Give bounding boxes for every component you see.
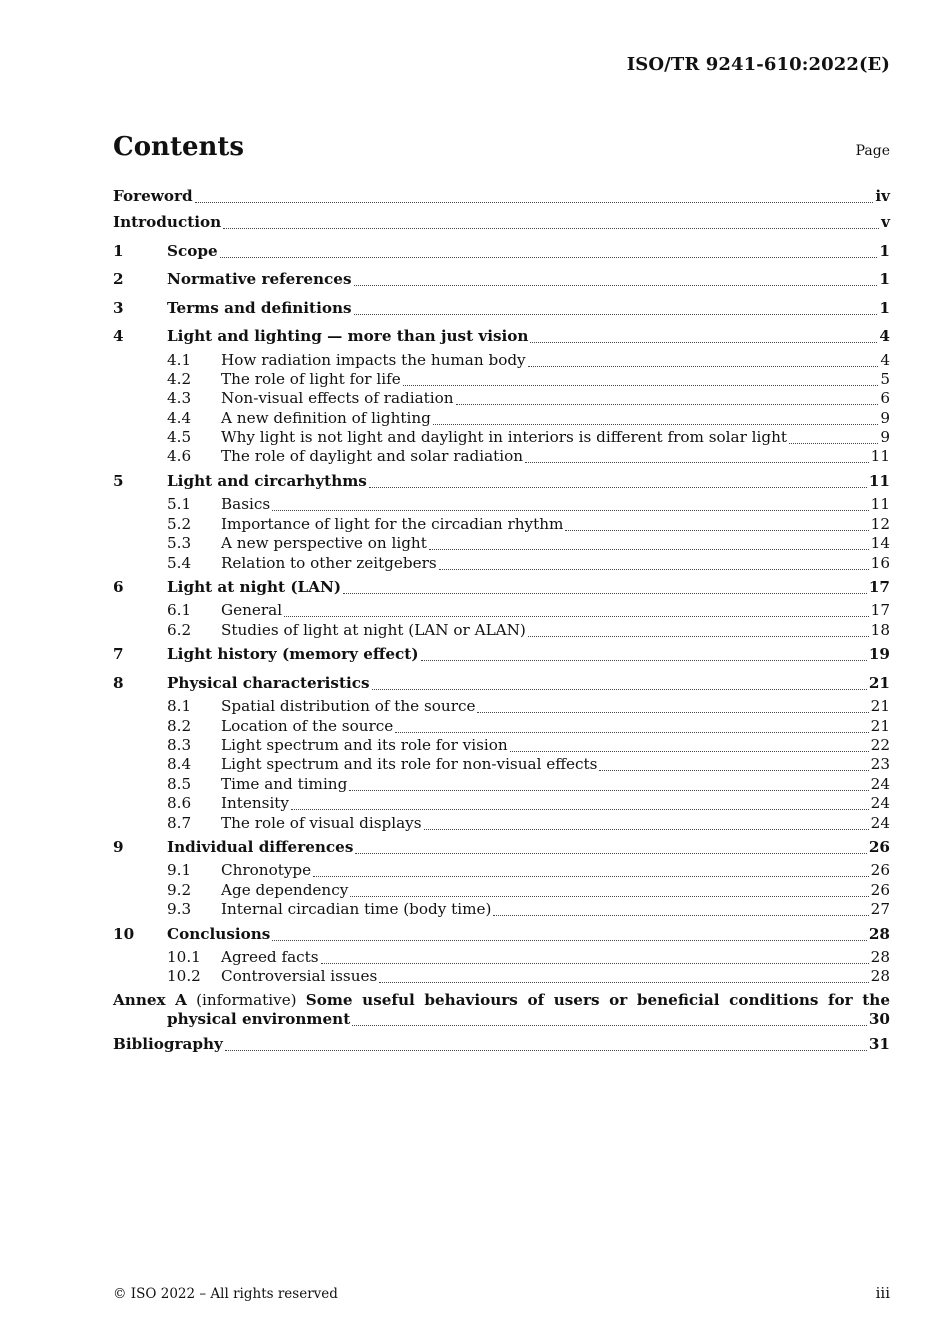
toc-title: How radiation impacts the human body [221, 350, 526, 369]
toc-title: The role of light for life [221, 369, 401, 388]
leader-dots [429, 548, 869, 550]
page-column-label: Page [855, 143, 890, 159]
toc-title: General [221, 601, 283, 620]
toc-title: Spatial distribution of the source [221, 697, 476, 716]
toc-page: 16 [870, 553, 890, 572]
toc-entry-subclause-5-3[interactable] [113, 534, 890, 553]
toc-title: The role of daylight and solar radiation [221, 447, 524, 466]
leader-dots [354, 313, 878, 315]
toc-number: 5.4 [167, 553, 192, 572]
leader-dots [343, 592, 867, 594]
toc-number: 4.1 [167, 350, 192, 369]
toc-number: 7 [113, 645, 124, 664]
toc-page: 21 [870, 716, 890, 735]
footer-page-number: iii [875, 1284, 890, 1302]
footer-copyright: © ISO 2022 – All rights reserved [113, 1286, 338, 1302]
toc-page: 4 [880, 350, 890, 369]
toc-entry-subclause-5-1[interactable] [113, 495, 890, 514]
toc-entry-subclause-4-2[interactable] [113, 370, 890, 389]
toc-page: 28 [870, 948, 890, 967]
leader-dots [321, 962, 869, 964]
toc-title: Terms and definitions [167, 298, 352, 317]
leader-dots [789, 442, 878, 444]
leader-dots [291, 808, 869, 810]
toc-entry-subclause-4-3[interactable] [113, 389, 890, 408]
toc-number: 6.2 [167, 620, 192, 639]
toc-title: Bibliography [113, 1034, 223, 1053]
toc-number: 4.4 [167, 408, 192, 427]
toc-title: Conclusions [167, 924, 271, 943]
toc-title: Light spectrum and its role for vision [221, 735, 508, 754]
toc-title: Introduction [113, 213, 222, 231]
toc-page: 21 [868, 673, 890, 692]
leader-dots [195, 201, 874, 203]
toc-page: 9 [880, 428, 890, 447]
toc-entry-subclause-8-3[interactable] [113, 736, 890, 755]
leader-dots [352, 1024, 867, 1026]
toc-entry-subclause-10-2[interactable] [113, 967, 890, 986]
toc-entry-subclause-9-3[interactable] [113, 900, 890, 919]
toc-title: Light and circarhythms [167, 471, 367, 490]
leader-dots [313, 875, 869, 877]
toc-entry-subclause-9-1[interactable] [113, 861, 890, 880]
toc-entry-subclause-8-1[interactable] [113, 697, 890, 716]
toc-entry-annex-a[interactable] [113, 991, 890, 1030]
toc-number: 9 [113, 837, 124, 856]
toc-entry-subclause-8-2[interactable] [113, 717, 890, 736]
toc-entry-subclause-8-6[interactable] [113, 794, 890, 813]
contents-heading: Contents [113, 132, 245, 162]
toc-entry-subclause-5-2[interactable] [113, 515, 890, 534]
toc-title: Intensity [221, 794, 289, 813]
toc-title: Normative references [167, 270, 352, 288]
toc-entry-clause-4[interactable] [113, 322, 890, 351]
toc-title: Controversial issues [221, 967, 378, 986]
leader-dots [421, 659, 867, 661]
toc-page: 27 [870, 900, 890, 919]
leader-dots [456, 403, 879, 405]
toc-number: 9.2 [167, 880, 192, 899]
annex-heading-line [113, 991, 890, 1010]
toc-page: 11 [870, 495, 890, 514]
toc-number: 5.2 [167, 514, 192, 533]
toc-entry-clause-8[interactable] [113, 669, 890, 698]
toc-page: 17 [870, 601, 890, 620]
toc-page: 28 [870, 967, 890, 986]
toc-clauses [113, 237, 890, 987]
toc-title: Physical characteristics [167, 673, 370, 692]
leader-dots [284, 615, 869, 617]
toc-entry-subclause-4-1[interactable] [113, 351, 890, 370]
toc-title: Individual differences [167, 837, 354, 856]
toc-entry-bibliography[interactable] [113, 1030, 890, 1059]
leader-dots [439, 568, 869, 570]
leader-dots [220, 256, 878, 258]
toc-page: 28 [868, 924, 890, 943]
leader-dots [528, 365, 879, 367]
toc-page: 9 [880, 408, 890, 427]
toc-page: 24 [870, 794, 890, 813]
toc-page: 1 [879, 298, 890, 317]
toc-number: 4.3 [167, 389, 192, 408]
toc-entry-subclause-8-7[interactable] [113, 814, 890, 833]
table-of-contents [113, 184, 890, 1058]
leader-dots [354, 284, 878, 286]
toc-number: 9.3 [167, 900, 192, 919]
leader-dots [372, 688, 867, 690]
toc-entry-foreword[interactable] [113, 184, 890, 208]
toc-title: A new perspective on light [221, 534, 427, 553]
leader-dots [403, 384, 879, 386]
leader-dots [225, 1049, 867, 1051]
toc-number: 1 [113, 241, 124, 260]
toc-page: 14 [870, 534, 890, 553]
toc-title: Basics [221, 495, 271, 514]
toc-page: 26 [870, 861, 890, 880]
annex-kind: (informative) [196, 990, 297, 1009]
leader-dots [433, 423, 878, 425]
toc-number: 5.3 [167, 534, 192, 553]
toc-number: 5 [113, 471, 124, 490]
toc-page: 18 [870, 620, 890, 639]
leader-dots [525, 461, 869, 463]
toc-entry-clause-2[interactable] [113, 265, 890, 294]
toc-number: 3 [113, 298, 124, 317]
toc-entry-subclause-6-1[interactable] [113, 601, 890, 620]
toc-number: 5.1 [167, 495, 192, 514]
toc-number: 8.7 [167, 813, 192, 832]
toc-page: 24 [870, 813, 890, 832]
leader-dots [424, 828, 869, 830]
toc-page: 22 [870, 735, 890, 754]
toc-entry-subclause-8-4[interactable] [113, 755, 890, 774]
toc-page: 26 [870, 880, 890, 899]
toc-entry-subclause-5-4[interactable] [113, 554, 890, 573]
toc-title: Internal circadian time (body time) [221, 900, 492, 919]
toc-page: iv [875, 187, 890, 205]
leader-dots [349, 789, 868, 791]
leader-dots [530, 341, 877, 343]
toc-title: Location of the source [221, 716, 394, 735]
toc-page: 21 [870, 697, 890, 716]
toc-page: v [881, 213, 890, 231]
leader-dots [493, 914, 868, 916]
toc-page: 19 [868, 645, 890, 664]
leader-dots [477, 711, 868, 713]
toc-title: Light and lighting — more than just vision [167, 327, 529, 345]
leader-dots [510, 750, 869, 752]
toc-number: 8.2 [167, 716, 192, 735]
leader-dots [379, 981, 868, 983]
document-id: ISO/TR 9241-610:2022(E) [626, 54, 890, 75]
toc-page: 31 [868, 1034, 890, 1053]
toc-entry-clause-10[interactable] [113, 920, 890, 949]
toc-number: 8.5 [167, 774, 192, 793]
toc-title: Chronotype [221, 861, 312, 880]
toc-title: Scope [167, 241, 218, 260]
toc-number: 6.1 [167, 601, 192, 620]
leader-dots [599, 769, 868, 771]
toc-entry-clause-3[interactable] [113, 294, 890, 323]
leader-dots [395, 731, 868, 733]
leader-dots [223, 227, 879, 229]
annex-title-line1: Some useful behaviours of users or beneficial conditions for the [305, 990, 890, 1009]
toc-entry-subclause-9-2[interactable] [113, 881, 890, 900]
toc-title: Why light is not light and daylight in interiors is different from solar light [221, 428, 787, 447]
toc-number: 9.1 [167, 861, 192, 880]
toc-entry-clause-1[interactable] [113, 237, 890, 266]
toc-title: Relation to other zeitgebers [221, 553, 437, 572]
toc-page: 24 [870, 774, 890, 793]
leader-dots [369, 486, 867, 488]
toc-number: 8.1 [167, 697, 192, 716]
leader-dots [272, 939, 866, 941]
leader-dots [350, 895, 868, 897]
toc-entry-subclause-4-5[interactable] [113, 428, 890, 447]
toc-number: 8.6 [167, 794, 192, 813]
toc-title: Non-visual effects of radiation [221, 389, 454, 408]
toc-page: 26 [868, 837, 890, 856]
toc-page: 6 [880, 389, 890, 408]
toc-page: 30 [868, 1010, 890, 1029]
toc-page: 23 [870, 755, 890, 774]
toc-number: 8 [113, 673, 124, 692]
toc-title: Agreed facts [221, 948, 319, 967]
toc-page: 5 [880, 369, 890, 388]
toc-title: Time and timing [221, 774, 348, 793]
toc-number: 4.6 [167, 447, 192, 466]
toc-entry-clause-7[interactable] [113, 640, 890, 669]
toc-title: Light at night (LAN) [167, 577, 342, 596]
annex-title-line2: physical environment [167, 1010, 351, 1029]
leader-dots [565, 529, 868, 531]
toc-entry-subclause-10-1[interactable] [113, 948, 890, 967]
toc-number: 4.5 [167, 428, 192, 447]
toc-title: Foreword [113, 187, 193, 205]
toc-number: 6 [113, 577, 124, 596]
annex-title-continuation [113, 1010, 890, 1029]
toc-page: 11 [868, 471, 890, 490]
toc-number: 10 [113, 924, 135, 943]
toc-number: 4 [113, 327, 124, 345]
leader-dots [528, 635, 869, 637]
toc-entry-clause-5[interactable] [113, 467, 890, 496]
toc-title: Light spectrum and its role for non-visual effects [221, 755, 598, 774]
leader-dots [272, 509, 869, 511]
toc-number: 10.1 [167, 948, 201, 967]
toc-number: 4.2 [167, 369, 192, 388]
leader-dots [355, 852, 866, 854]
toc-number: 2 [113, 270, 124, 288]
toc-entry-subclause-4-4[interactable] [113, 409, 890, 428]
annex-label: Annex A [113, 990, 187, 1009]
toc-entry-introduction[interactable] [113, 208, 890, 237]
toc-entry-clause-9[interactable] [113, 833, 890, 862]
toc-page: 11 [870, 447, 890, 466]
toc-title: Studies of light at night (LAN or ALAN) [221, 620, 526, 639]
toc-number: 10.2 [167, 967, 201, 986]
toc-page: 1 [879, 270, 890, 288]
toc-entry-clause-6[interactable] [113, 573, 890, 602]
toc-title: Importance of light for the circadian rhythm [221, 514, 564, 533]
toc-title: A new definition of lighting [221, 408, 431, 427]
toc-title: Age dependency [221, 880, 349, 899]
toc-number: 8.3 [167, 735, 192, 754]
toc-page: 1 [879, 241, 890, 260]
toc-page: 4 [879, 327, 890, 345]
toc-entry-subclause-8-5[interactable] [113, 775, 890, 794]
toc-entry-subclause-4-6[interactable] [113, 447, 890, 466]
toc-entry-subclause-6-2[interactable] [113, 621, 890, 640]
toc-title: Light history (memory effect) [167, 645, 419, 664]
toc-title: The role of visual displays [221, 813, 422, 832]
toc-number: 8.4 [167, 755, 192, 774]
toc-page: 17 [868, 577, 890, 596]
toc-page: 12 [870, 514, 890, 533]
